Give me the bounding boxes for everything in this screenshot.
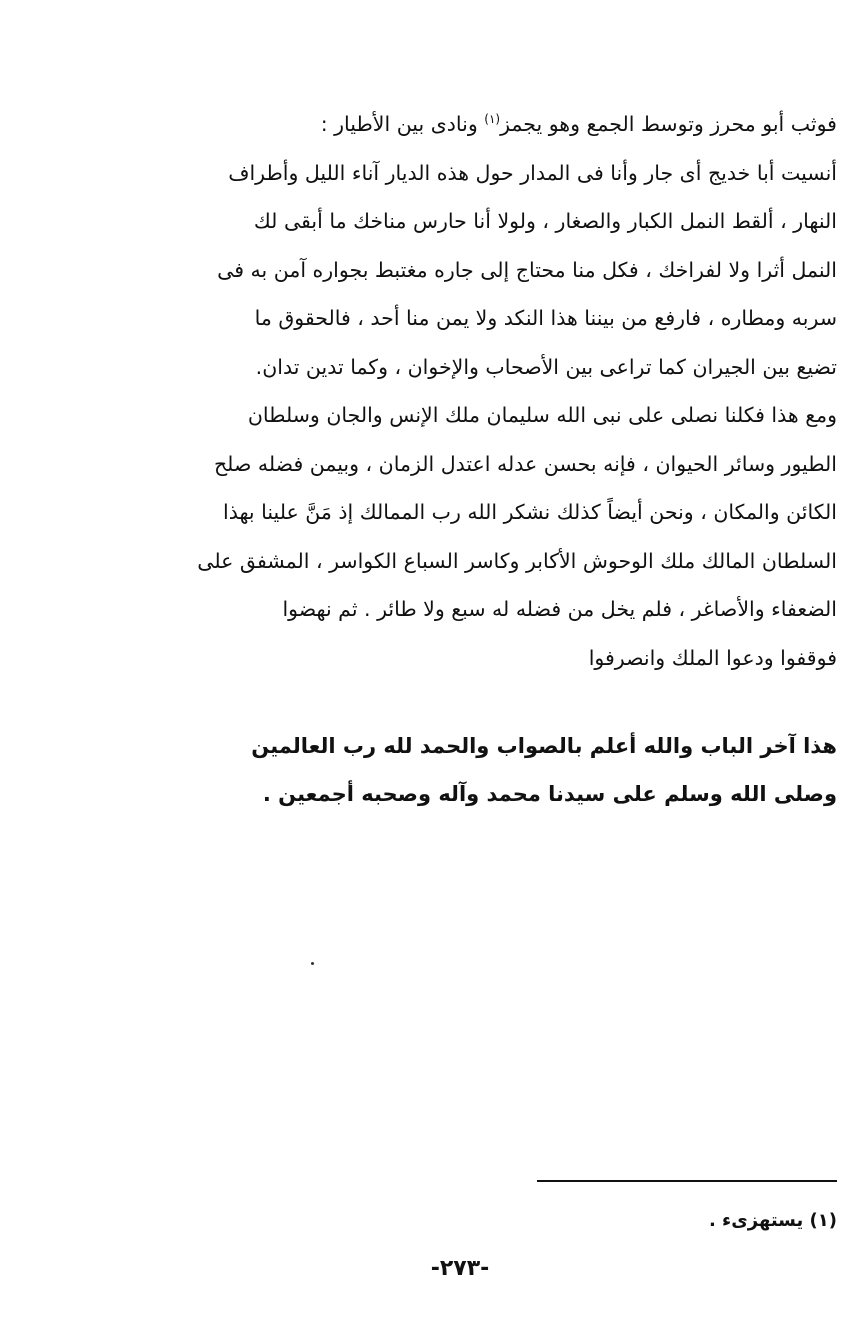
text-line: النمل أثرا ولا لفراخك ، فكل منا محتاج إلى جاره مغتبط بجواره آمن به فى — [217, 257, 837, 282]
closing-line: وصلى الله وسلم على سيدنا محمد وآله وصحبه أجمعين . — [262, 782, 837, 806]
text-segment: فوثب أبو محرز وتوسط الجمع وهو يجمز — [500, 112, 837, 136]
footnote: (١) يستهزىء . — [708, 1210, 837, 1231]
stray-dot — [311, 962, 314, 965]
text-line: فوقفوا ودعوا الملك وانصرفوا — [588, 645, 837, 670]
text-line: أنسيت أبا خديج أى جار وأنا فى المدار حول هذه الديار آناء الليل وأطراف — [228, 160, 837, 185]
footnote-reference: (١) — [484, 112, 501, 127]
text-line: ومع هذا فكلنا نصلى على نبى الله سليمان ملك الإنس والجان وسلطان — [247, 403, 837, 427]
text-line: الضعفاء والأصاغر ، فلم يخل من فضله له سبع ولا طائر . ثم نهضوا — [282, 597, 837, 621]
text-line: النهار ، ألقط النمل الكبار والصغار ، ولولا أنا حارس مناخك ما أبقى لك — [253, 209, 837, 233]
text-line: الطيور وسائر الحيوان ، فإنه بحسن عدله اعتدل الزمان ، وبيمن فضله صلح — [213, 451, 837, 476]
page-number: -٢٧٣- — [430, 1256, 490, 1281]
text-line — [125, 100, 837, 149]
closing-paragraph — [125, 722, 837, 818]
closing-line: هذا آخر الباب والله أعلم بالصواب والحمد لله رب العالمين — [251, 734, 837, 758]
text-line: السلطان المالك ملك الوحوش الأكابر وكاسر السباع الكواسر ، المشفق على — [197, 548, 837, 573]
text-line: تضيع بين الجيران كما تراعى بين الأصحاب والإخوان ، وكما تدين تدان. — [255, 354, 837, 379]
footnote-divider — [537, 1180, 837, 1182]
text-line: سربه ومطاره ، فارفع من بيننا هذا النكد ولا يمن منا أحد ، فالحقوق ما — [254, 306, 837, 330]
text-segment: ونادى بين الأطيار : — [320, 112, 485, 136]
text-line: الكائن والمكان ، ونحن أيضاً كذلك نشكر الله رب الممالك إذ مَنَّ علينا بهذا — [223, 500, 837, 524]
main-text — [125, 100, 837, 682]
